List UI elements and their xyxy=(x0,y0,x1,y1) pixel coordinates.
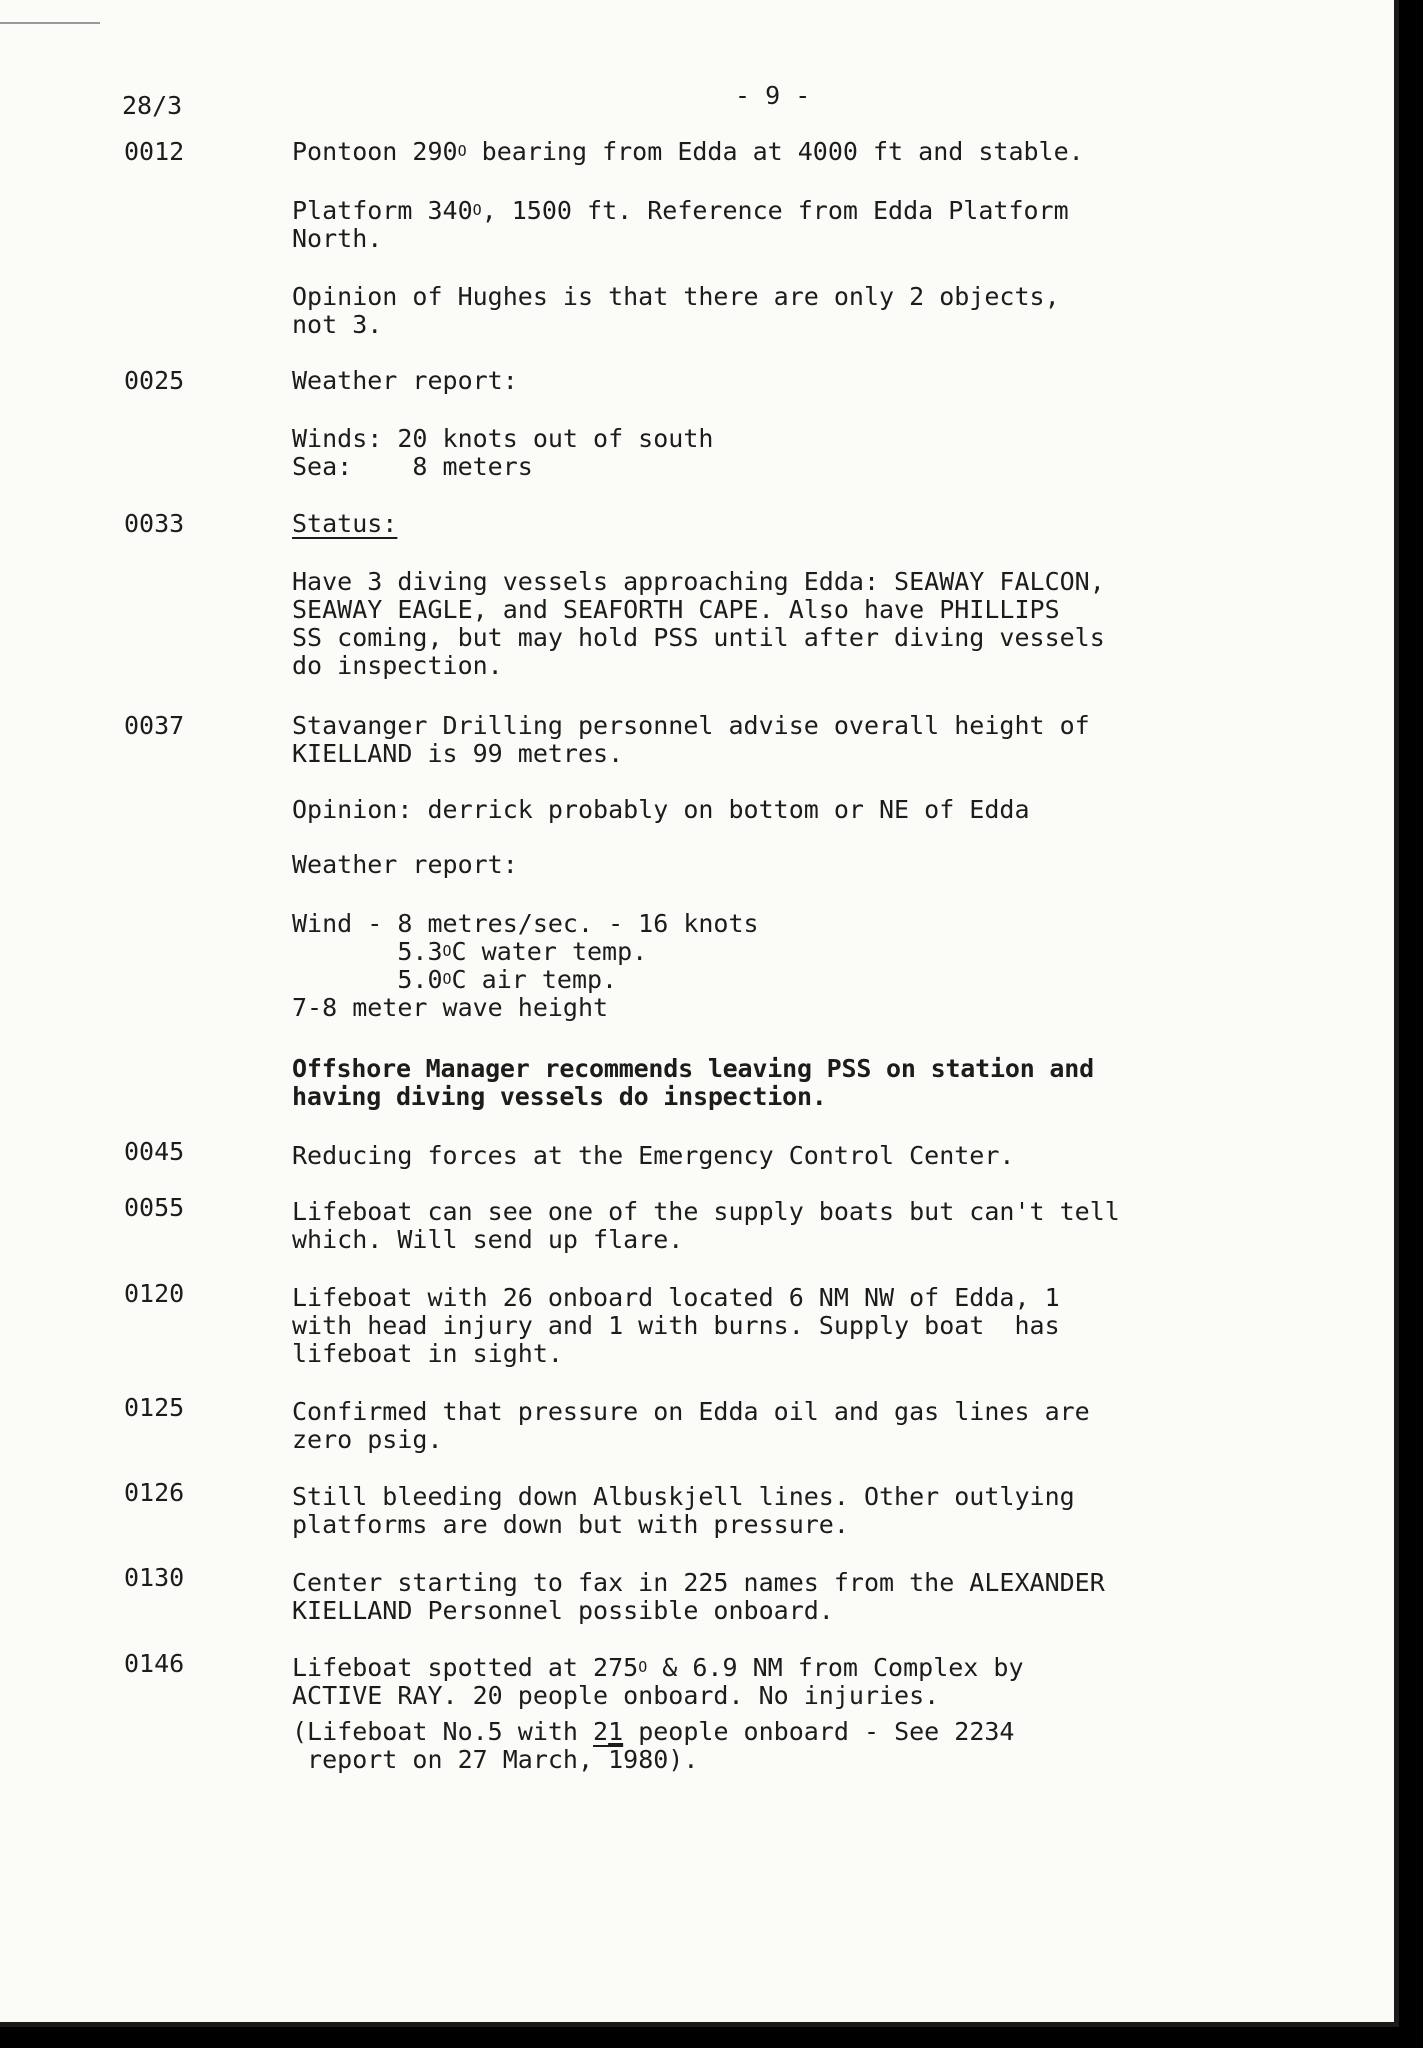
entry-heading: Weather report: xyxy=(292,850,518,879)
entry-heading: Status: xyxy=(292,509,398,538)
entry-time: 0012 xyxy=(124,137,185,166)
entry-text: Opinion of Hughes is that there are only 2 objects, xyxy=(292,282,1060,311)
degree-sign: O xyxy=(442,970,452,988)
entry-time: 0045 xyxy=(124,1137,185,1166)
entry-time: 0037 xyxy=(124,711,185,740)
entry-text: having diving vessels do inspection. xyxy=(292,1082,827,1111)
entry-text: Stavanger Drilling personnel advise overall height of xyxy=(292,711,1090,740)
entry-text: Confirmed that pressure on Edda oil and gas lines are xyxy=(292,1397,1090,1426)
entry-text: not 3. xyxy=(292,310,383,339)
entry-text: KIELLAND Personnel possible onboard. xyxy=(292,1596,834,1625)
entry-text: $5.0^OC$ air temp. xyxy=(292,965,618,994)
entry-text: do inspection. xyxy=(292,651,503,680)
entry-text: Pontoon $290^O$ bearing from Edda at 4000 ft and stable. xyxy=(292,137,1084,166)
degree-sign: O xyxy=(472,201,482,219)
entry-text: Lifeboat spotted at $275^O$ & 6.9 NM from Complex by xyxy=(292,1653,1024,1682)
underlined-count: 21 xyxy=(593,1717,624,1746)
entry-text: (Lifeboat No.5 with 21 people onboard - See 2234 xyxy=(292,1717,1015,1746)
entry-text: 7-8 meter wave height xyxy=(292,993,609,1022)
entry-time: 0025 xyxy=(124,366,185,395)
entry-text: Reducing forces at the Emergency Control Center. xyxy=(292,1141,1015,1170)
scan-artifact-line xyxy=(0,22,100,24)
entry-text: Winds: 20 knots out of south xyxy=(292,424,714,453)
entry-text: Sea: 8 meters xyxy=(292,452,533,481)
degree-sign: O xyxy=(457,142,467,160)
entry-text: Offshore Manager recommends leaving PSS on station and xyxy=(292,1054,1094,1083)
overlined-digit: 1 xyxy=(608,1745,624,1774)
entry-text: Lifeboat can see one of the supply boats but can't tell xyxy=(292,1197,1120,1226)
entry-text: platforms are down but with pressure. xyxy=(292,1510,849,1539)
entry-heading: Weather report: xyxy=(292,366,518,395)
entry-time: 0033 xyxy=(124,509,185,538)
entry-time: 0120 xyxy=(124,1279,185,1308)
entry-text: Platform $340^O$, 1500 ft. Reference from Edda Platform xyxy=(292,196,1069,225)
entry-text: Lifeboat with 26 onboard located 6 NM NW of Edda, 1 xyxy=(292,1283,1060,1312)
entry-text: $5.3^OC$ water temp. xyxy=(292,937,648,966)
page-number: - 9 - xyxy=(735,81,811,110)
entry-text: Center starting to fax in 225 names from the ALEXANDER xyxy=(292,1568,1105,1597)
entry-text: Opinion: derrick probably on bottom or NE of Edda xyxy=(292,795,1030,824)
entry-text: Wind - 8 metres/sec. - 16 knots xyxy=(292,909,759,938)
entry-time: 0055 xyxy=(124,1193,185,1222)
entry-text: North. xyxy=(292,224,383,253)
entry-text: KIELLAND is 99 metres. xyxy=(292,739,624,768)
entry-text: which. Will send up flare. xyxy=(292,1225,684,1254)
degree-sign: O xyxy=(638,1658,648,1676)
log-date: 28/3 xyxy=(122,91,183,120)
entry-time: 0130 xyxy=(124,1563,185,1592)
entry-text: Still bleeding down Albuskjell lines. Other outlying xyxy=(292,1482,1075,1511)
entry-text: zero psig. xyxy=(292,1425,443,1454)
entry-text: report on 27 March, 1980). xyxy=(292,1745,699,1774)
degree-sign: O xyxy=(442,942,452,960)
entry-text: lifeboat in sight. xyxy=(292,1339,563,1368)
entry-time: 0146 xyxy=(124,1649,185,1678)
entry-time: 0126 xyxy=(124,1478,185,1507)
entry-text: SS coming, but may hold PSS until after diving vessels xyxy=(292,623,1105,652)
entry-time: 0125 xyxy=(124,1393,185,1422)
entry-text: SEAWAY EAGLE, and SEAFORTH CAPE. Also have PHILLIPS xyxy=(292,595,1060,624)
entry-text: Have 3 diving vessels approaching Edda: SEAWAY FALCON, xyxy=(292,567,1105,596)
entry-text: ACTIVE RAY. 20 people onboard. No injuries. xyxy=(292,1681,940,1710)
entry-text: with head injury and 1 with burns. Supply boat has xyxy=(292,1311,1060,1340)
